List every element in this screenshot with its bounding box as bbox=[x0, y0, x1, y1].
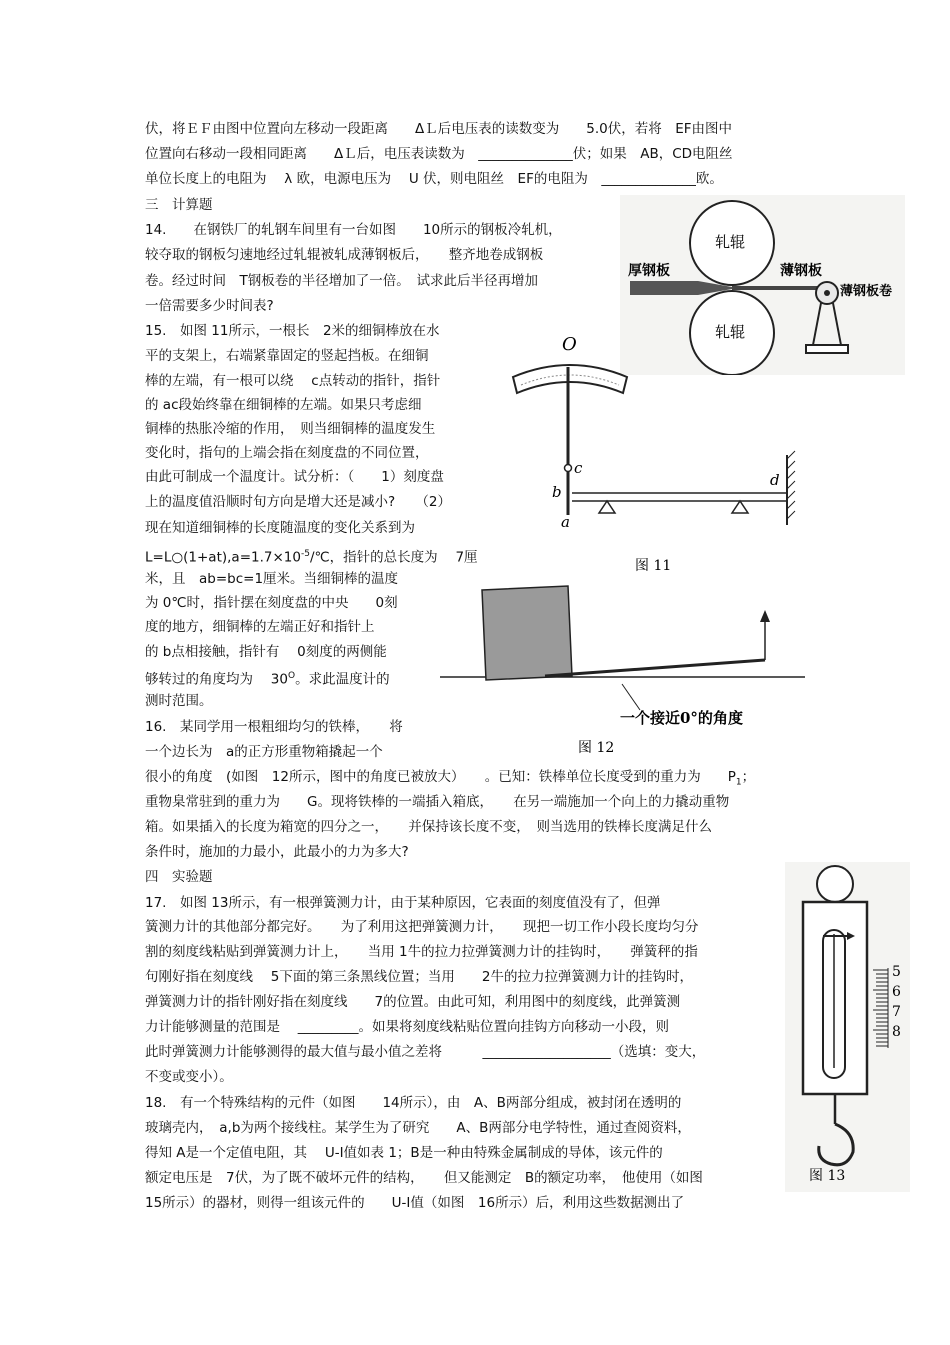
text-line: 句刚好指在刻度线 5下面的第三条黑线位置；当用 2牛的拉力拉弹簧测力计的挂钩时， bbox=[145, 969, 693, 985]
exponent: -5 bbox=[300, 549, 310, 559]
label-thick-plate: 厚钢板 bbox=[628, 263, 670, 279]
text-line: 簧测力计的其他部分都完好。 为了利用这把弹簧测力计， 现把一切工作小段长度均匀分 bbox=[145, 919, 699, 935]
text-line: 铜棒的热胀冷缩的作用， 则当细铜棒的温度发生 bbox=[145, 421, 436, 437]
text-line: 弹簧测力计的指针刚好指在刻度线 7的位置。由此可知，利用图中的刻度线，此弹簧测 bbox=[145, 994, 681, 1010]
text-line: 得知 A是一个定值电阻，其 U-I值如表 1；B是一种由特殊金属制成的导体，该元件的 bbox=[145, 1145, 663, 1161]
text-line: 伏，将ＥＦ由图中位置向左移动一段距离 ΔＬ后电压表的读数变为 5.0伏，若将 EF由图中 bbox=[145, 121, 732, 137]
text-line: 变化时，指句的上端会指在刻度盘的不同位置， bbox=[145, 445, 429, 461]
scale-label-6: 6 bbox=[892, 984, 901, 1000]
text-line bbox=[145, 667, 390, 689]
text-line: 米，且 ab=bc=1厘米。当细铜棒的温度 bbox=[145, 571, 399, 587]
figure-12-box-lever bbox=[440, 582, 810, 757]
text-line: 现在知道细铜棒的长度随温度的变化关系到为 bbox=[145, 520, 415, 536]
text-part-2: ； bbox=[741, 769, 756, 785]
scale-label-7: 7 bbox=[892, 1004, 901, 1020]
label-roller-top: 轧辊 bbox=[715, 233, 746, 251]
formula-text: L=L○(1+at),a=1.7×10 bbox=[145, 549, 301, 566]
text-line: 箱。如果插入的长度为箱宽的四分之一， 并保持该长度不变， 则当选用的铁棒长度满足什么 bbox=[145, 819, 712, 835]
subscript: 1 bbox=[735, 777, 742, 788]
text-line: 卷。经过时间 T钢板卷的半径增加了一倍。 试求此后半径再增加 bbox=[145, 273, 538, 289]
label-c: c bbox=[574, 459, 583, 477]
scale-label-5: 5 bbox=[892, 964, 901, 980]
text-line: 玻璃壳内， a,b为两个接线柱。某学生为了研究 A、B两部分电学特性，通过查阅资料， bbox=[145, 1120, 691, 1136]
label-b: b bbox=[552, 483, 562, 501]
text-line: 力计能够测量的范围是 _________。如果将刻度线粘贴位置向挂钩方向移动一小段，则 bbox=[145, 1019, 670, 1035]
text-line: 不变或变小）。 bbox=[145, 1069, 233, 1085]
figure-11-caption: 图 11 bbox=[635, 558, 672, 574]
coil-axle bbox=[824, 290, 830, 296]
force-arrow-head bbox=[760, 610, 770, 622]
text-line: 为 0℃时，指针摆在刻度盘的中央 0刻 bbox=[145, 595, 398, 611]
text-line: 平的支架上，右端紧靠固定的竖起挡板。在细铜 bbox=[145, 348, 429, 364]
label-thin-plate: 薄钢板 bbox=[780, 263, 822, 279]
text-line: 割的刻度线粘贴到弹簧测力计上， 当用 1牛的拉力拉弹簧测力计的挂钩时， 弹簧秤的指 bbox=[145, 944, 698, 960]
label-roller-bottom: 轧辊 bbox=[715, 323, 746, 341]
text-line: 重物臬常驻到的重力为 G。现将铁棒的一端插入箱底， 在另一端施加一个向上的力撬动重物 bbox=[145, 794, 730, 810]
text-line: 上的温度值沿顺时旬方向是增大还是减小? （2） bbox=[145, 494, 452, 510]
scale-label-8: 8 bbox=[892, 1024, 901, 1040]
label-a: a bbox=[561, 513, 570, 531]
text-line: 一倍需要多少时间表? bbox=[145, 298, 274, 314]
text-line: 18. 有一个特殊结构的元件（如图 14所示），由 A、B两部分组成，被封闭在透明的 bbox=[145, 1095, 682, 1111]
text-line: 测时范围。 bbox=[145, 693, 213, 709]
text-line: 由此可制成一个温度计。试分析：（ 1）刻度盘 bbox=[145, 469, 444, 485]
section-heading: 三 计算题 bbox=[145, 197, 213, 213]
heavy-box bbox=[482, 586, 572, 680]
figure-13-caption: 图 13 bbox=[809, 1168, 846, 1184]
support-right bbox=[732, 501, 748, 513]
text-line: 的 b点相接触，指针有 0刻度的两侧能 bbox=[145, 644, 387, 660]
text-line: 位置向右移动一段相同距离 ΔＬ后，电压表读数为 ______________伏；如果 AB，CD电阻丝 bbox=[145, 146, 733, 162]
text-line: 15所示）的器材，则得一组该元件的 U-I值（如图 16所示）后，利用这些数据测出了 bbox=[145, 1195, 685, 1211]
text-line: 条件时，施加的力最小，此最小的力为多大? bbox=[145, 844, 409, 860]
angle-note: 一个接近0°的角度 bbox=[620, 709, 743, 727]
figure-11-thermometer bbox=[495, 325, 810, 585]
text-line: 单位长度上的电阻为 λ 欧，电源电压为 U 伏，则电阻丝 EF的电阻为 ______________欧。 bbox=[145, 171, 723, 187]
text-line bbox=[145, 768, 755, 792]
label-d: d bbox=[770, 471, 780, 489]
figure-12-caption: 图 12 bbox=[578, 740, 615, 756]
label-coil: 薄钢板卷 bbox=[840, 284, 893, 299]
label-o: O bbox=[562, 334, 577, 355]
text-part: 够转过的角度均为 30 bbox=[145, 671, 288, 688]
text-line: 此时弹簧测力计能够测得的最大值与最小值之差将 ___________________（选填：变大， bbox=[145, 1044, 706, 1060]
text-line: 15. 如图 11所示，一根长 2米的细铜棒放在水 bbox=[145, 323, 440, 339]
text-line: 一个边长为 a的正方形重物箱撬起一个 bbox=[145, 744, 383, 760]
text-line: 16. 某同学用一根粗细均匀的铁棒， 将 bbox=[145, 719, 403, 735]
top-ring bbox=[817, 866, 853, 902]
text-part: 很小的角度 (如图 12所示，图中的角度已被放大） 。已知：铁棒单位长度受到的重力为 P bbox=[145, 769, 736, 785]
formula-line bbox=[145, 545, 478, 567]
text-line: 棒的左端，有一根可以绕 c点转动的指针，指针 bbox=[145, 373, 441, 389]
text-line: 额定电压是 7伏，为了既不破坏元件的结构， 但又能测定 B的额定功率， 他使用（如图 bbox=[145, 1170, 703, 1186]
text-line: 较夺取的钢板匀速地经过轧辊被轧成薄钢板后， 整齐地卷成钢板 bbox=[145, 247, 544, 263]
wall-hatching bbox=[787, 451, 795, 519]
scale-dial bbox=[513, 365, 627, 393]
text-line: 度的地方，细铜棒的左端正好和指针上 bbox=[145, 619, 375, 635]
degree-sup: O bbox=[287, 671, 296, 681]
pivot-c bbox=[565, 465, 572, 472]
figure-13-spring-scale bbox=[785, 862, 910, 1192]
support-left bbox=[599, 501, 615, 513]
text-line: 14. 在钢铁厂的轧钢车间里有一台如图 10所示的钢板冷轧机， bbox=[145, 222, 562, 238]
iron-rod bbox=[545, 660, 765, 676]
angle-pointer-line bbox=[622, 684, 640, 710]
section-heading: 四 实验题 bbox=[145, 869, 213, 885]
thin-plate bbox=[732, 286, 827, 290]
formula-text-2: /℃，指针的总长度为 7厘 bbox=[309, 549, 478, 566]
text-line: 17. 如图 13所示，有一根弹簧测力计，由于某种原因，它表面的刻度值没有了，但弹 bbox=[145, 895, 661, 911]
coil-stand-base bbox=[806, 345, 848, 353]
text-line: 的 ac段始终靠在细铜棒的左端。如果只考虑细 bbox=[145, 397, 422, 413]
text-part-2: 。求此温度计的 bbox=[295, 671, 390, 688]
